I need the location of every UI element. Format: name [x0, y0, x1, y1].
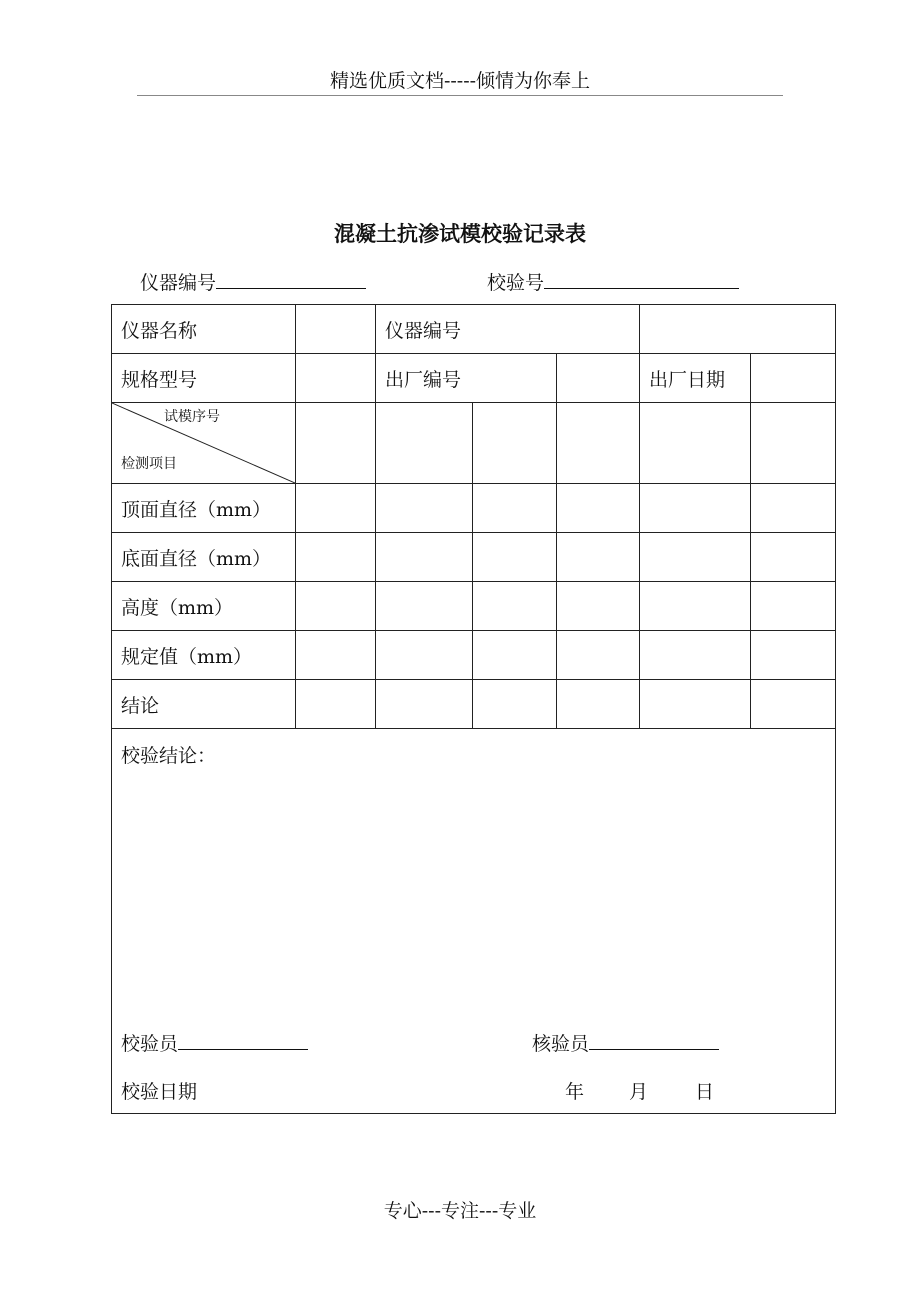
value-cell[interactable]: [640, 631, 751, 680]
checker-label: 核验员: [532, 1033, 590, 1055]
inspector-blank[interactable]: [178, 1029, 308, 1050]
table-row: [112, 631, 836, 680]
page-footer: 专心---专注---专业: [383, 1200, 537, 1222]
value-cell[interactable]: [751, 582, 836, 631]
instrument-name-value[interactable]: [296, 305, 376, 354]
instrument-name-label: 仪器名称: [112, 305, 296, 354]
instrument-no-blank[interactable]: [216, 268, 366, 289]
value-cell[interactable]: [473, 582, 557, 631]
instrument-no-field[interactable]: [140, 268, 366, 295]
specified-value-label: 规定值（mm）: [112, 631, 296, 680]
table-row: [112, 305, 836, 354]
mold-no-label: 试模序号: [164, 409, 220, 425]
value-cell[interactable]: [751, 484, 836, 533]
bottom-diameter-label: 底面直径（mm）: [112, 533, 296, 582]
factory-no-label: 出厂编号: [376, 354, 557, 403]
mold-no-cell[interactable]: [376, 403, 473, 484]
top-diameter-label: 顶面直径（mm）: [112, 484, 296, 533]
mold-no-cell[interactable]: [751, 403, 836, 484]
table-row: [112, 582, 836, 631]
value-cell[interactable]: [296, 484, 376, 533]
value-cell[interactable]: [640, 680, 751, 729]
value-cell[interactable]: [557, 631, 640, 680]
height-label: 高度（mm）: [112, 582, 296, 631]
mold-no-cell[interactable]: [640, 403, 751, 484]
mold-no-cell[interactable]: [296, 403, 376, 484]
value-cell[interactable]: [557, 484, 640, 533]
value-cell[interactable]: [296, 631, 376, 680]
value-cell[interactable]: [376, 582, 473, 631]
value-cell[interactable]: [640, 533, 751, 582]
value-cell[interactable]: [296, 533, 376, 582]
value-cell[interactable]: [640, 582, 751, 631]
diagonal-header-cell: [112, 403, 296, 484]
table-row: [112, 533, 836, 582]
calibration-date-label: 校验日期: [121, 1081, 198, 1103]
spec-model-label: 规格型号: [112, 354, 296, 403]
factory-date-label: 出厂日期: [640, 354, 751, 403]
calibration-no-blank[interactable]: [544, 268, 739, 289]
result-label: 结论: [112, 680, 296, 729]
inspector-field[interactable]: [121, 1029, 308, 1056]
value-cell[interactable]: [376, 533, 473, 582]
value-cell[interactable]: [640, 484, 751, 533]
inspector-label: 校验员: [121, 1033, 179, 1055]
form-title: 混凝土抗渗试模校验记录表: [334, 221, 586, 246]
value-cell[interactable]: [473, 631, 557, 680]
header-divider: [137, 95, 783, 96]
value-cell[interactable]: [376, 631, 473, 680]
value-cell[interactable]: [473, 484, 557, 533]
value-cell[interactable]: [557, 582, 640, 631]
value-cell[interactable]: [557, 533, 640, 582]
value-cell[interactable]: [751, 533, 836, 582]
value-cell[interactable]: [473, 533, 557, 582]
year-label: 年: [565, 1081, 585, 1103]
mold-no-cell[interactable]: [473, 403, 557, 484]
value-cell[interactable]: [376, 484, 473, 533]
table-row: [112, 680, 836, 729]
spec-model-value[interactable]: [296, 354, 376, 403]
value-cell[interactable]: [296, 680, 376, 729]
value-cell[interactable]: [751, 631, 836, 680]
checker-field[interactable]: [532, 1029, 719, 1056]
conclusion-label: 校验结论：: [121, 745, 217, 767]
table-row: [112, 484, 836, 533]
day-label: 日: [695, 1081, 715, 1103]
table-row: [112, 403, 836, 484]
instrument-no-cell-value[interactable]: [640, 305, 836, 354]
value-cell[interactable]: [751, 680, 836, 729]
value-cell[interactable]: [376, 680, 473, 729]
calibration-no-label: 校验号: [487, 272, 545, 294]
table-row: [112, 729, 836, 1114]
value-cell[interactable]: [296, 582, 376, 631]
value-cell[interactable]: [557, 680, 640, 729]
instrument-no-label: 仪器编号: [140, 272, 217, 294]
table-row: [112, 354, 836, 403]
factory-no-value[interactable]: [557, 354, 640, 403]
instrument-no-cell-label: 仪器编号: [376, 305, 640, 354]
mold-no-cell[interactable]: [557, 403, 640, 484]
checker-blank[interactable]: [589, 1029, 719, 1050]
test-item-label: 检测项目: [121, 456, 177, 472]
page-header: 精选优质文档-----倾情为你奉上: [329, 70, 591, 92]
month-label: 月: [629, 1081, 649, 1103]
value-cell[interactable]: [473, 680, 557, 729]
conclusion-cell[interactable]: [112, 729, 836, 1114]
factory-date-value[interactable]: [751, 354, 836, 403]
calibration-no-field[interactable]: [487, 268, 739, 295]
calibration-table: [111, 304, 836, 1114]
